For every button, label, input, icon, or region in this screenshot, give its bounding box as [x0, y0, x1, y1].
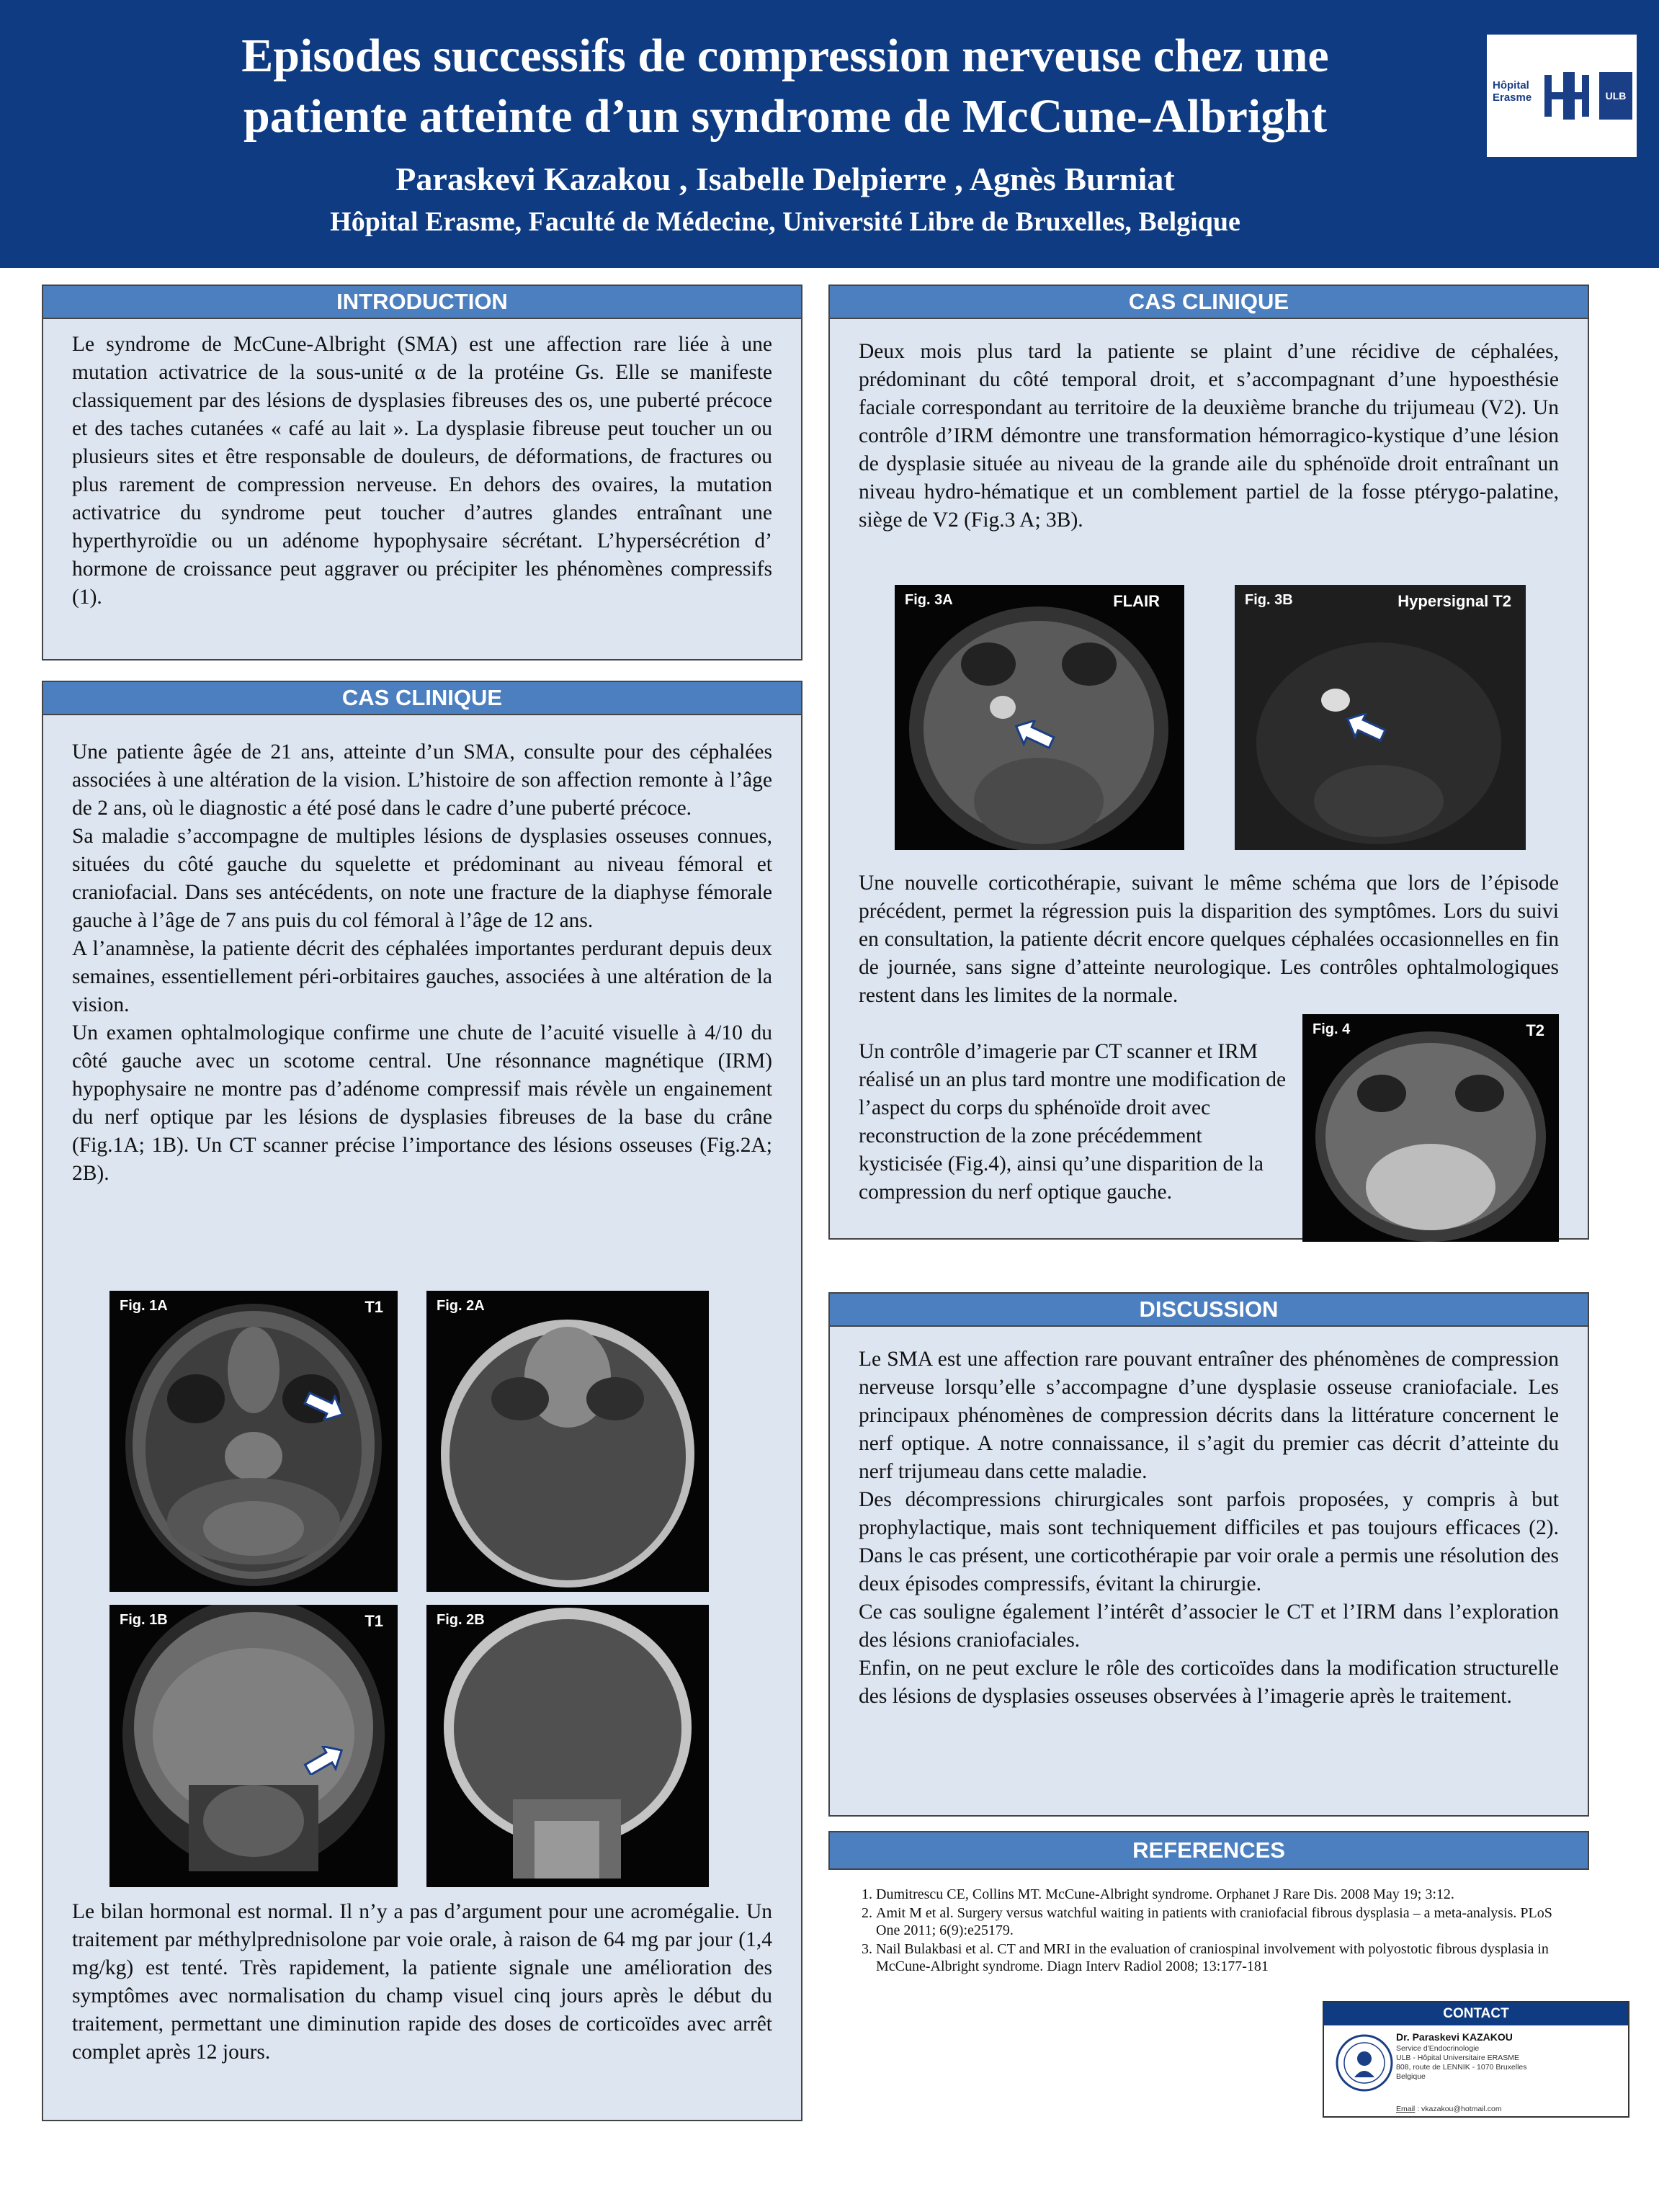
figure-modality: T1: [365, 1298, 383, 1316]
figure-modality: T2: [1526, 1021, 1544, 1039]
poster-title: [29, 26, 1542, 147]
figure-label: Fig. 3A: [905, 592, 953, 608]
figure-modality: FLAIR: [1113, 592, 1160, 610]
case-paragraph: Une patiente âgée de 21 ans, atteinte d’un SMA, consulte pour des céphalées associées à une altération de la vision. L’histoire de son affection remonte à l’âge de 2 ans, où le diagnostic a été posé dans le cadre d’une puberté précoce.: [72, 740, 772, 820]
introduction-panel: [42, 285, 802, 661]
case-paragraph: Sa maladie s’accompagne de multiples lésions de dysplasies osseuses connues, situées du côté gauche du squelette et prédominant au niveau fémoral et craniofacial. Dans ses antécédents, on note une fracture de la diaphyse fémorale gauche à l’âge de 7 ans puis du col fémoral à l’âge de 12 ans.: [72, 825, 772, 932]
arrow-icon: [1344, 713, 1387, 742]
case-paragraph: Le bilan hormonal est normal. Il n’y a pas d’argument pour une acromégalie. Un traitement par méthylprednisolone par voie orale, à raison de 64 mg par jour (1,4 mg/kg) est tenté. Très rapidement, la patiente signale une amélioration des symptômes avec normalisation du champ visuel cinq jours après le début du traitement, permettant une diminution rapide des doses de corticoïdes avec arrêt complet après 12 jours.: [72, 1900, 772, 2064]
hospital-h-icon: [1543, 72, 1593, 120]
case-paragraph: Un examen ophtalmologique confirme une chute de l’acuité visuelle à 4/10 du côté gauche avec un scotome central. Une résonnance magnétique (IRM) hypophysaire ne montre pas d’adénome compressif mais révèle un engainement du nerf optique par les lésions de dysplasies fibreuses de la base du crâne (Fig.1A; 1B). Un CT scanner précise l’importance des lésions osseuses (Fig.2A; 2B).: [72, 1021, 772, 1185]
contact-name: Dr. Paraskevi KAZAKOU: [1396, 2031, 1513, 2043]
discussion-paragraph: Des décompressions chirurgicales sont parfois proposées, y compris à but prophylactique, mais sont techniquement difficiles et pas toujours efficaces (2). Dans le cas présent, une corticothérapie par voir orale a permis une résolution des deux épisodes compressifs, évitant la chirurgie.: [859, 1488, 1559, 1595]
discussion-panel: [828, 1292, 1589, 1817]
contact-line: ULB - Hôpital Universitaire ERASME: [1396, 2054, 1519, 2062]
contact-line: Belgique: [1396, 2072, 1426, 2081]
references-list: [850, 1886, 1568, 1976]
erasme-seal-icon: [1334, 2033, 1395, 2093]
references-heading: REFERENCES: [828, 1831, 1589, 1870]
figure-2b: [426, 1605, 709, 1887]
mri-axial-t1-image: [109, 1291, 398, 1592]
reference-item: 2. Amit M et al. Surgery versus watchful waiting in patients with craniofacial fibrous dysplasia – a meta-analysis. PLoS One 2011; 6(9):e25179.: [876, 1904, 1568, 1939]
mri-coronal-t1-image: [109, 1605, 398, 1887]
ct-coronal-image: [426, 1605, 709, 1887]
figure-3a: [895, 585, 1184, 850]
logo-text: [1493, 79, 1531, 104]
title-line-1: Episodes successifs de compression nerveuse chez une: [241, 30, 1329, 82]
figure-label: Fig. 3B: [1245, 592, 1293, 608]
discussion-paragraph: Enfin, on ne peut exclure le rôle des corticoïdes dans la modification structurelle des lésions de dysplasies osseuses observées à l’imagerie après le traitement.: [859, 1657, 1559, 1708]
contact-line: Service d'Endocrinologie: [1396, 2044, 1480, 2053]
introduction-text: Le syndrome de McCune-Albright (SMA) est une affection rare liée à une mutation activatrice de la sous-unité α de la protéine Gs. Elle se manifeste classiquement par des lésions de dysplasies fibreuses des os, une puberté précoce et des taches cutanées « café au lait ». La dysplasie fibreuse peut toucher un ou plusieurs sites et être responsable de douleurs, de déformations, de fractures ou plus rarement de compression nerveuse. En dehors des ovaires, la mutation activatrice du syndrome peut toucher d’autres glandes entraînant une hyperthyroïdie ou un adénome hypophysaire sécrétant. L’hypersécrétion d’ hormone de croissance peut aggraver ou précipiter les phénomènes compressifs (1).: [72, 333, 772, 609]
figure-1a: [109, 1291, 398, 1592]
figure-label: Fig. 2B: [437, 1612, 485, 1628]
discussion-heading: DISCUSSION: [830, 1294, 1588, 1327]
case-heading-right: CAS CLINIQUE: [830, 286, 1588, 319]
arrow-icon: [303, 1746, 346, 1775]
case-text-right: Deux mois plus tard la patiente se plaint d’une récidive de céphalées, prédominant du côté temporal droit, et s’accompagnant d’une hypoesthésie faciale correspondant au territoire de la deuxième branche du trijumeau (V2). Un contrôle d’IRM démontre une transformation hémorragico-kystique d’une lésion de dysplasie située au niveau de la grande aile du sphénoïde droit entraînant un niveau hydro-hématique et un comblement partiel de la fosse ptérygo-palatine, siège de V2 (Fig.3 A; 3B).: [859, 340, 1559, 532]
contact-address: [1396, 2044, 1527, 2082]
references-panel: [828, 1831, 1589, 1992]
contact-box: [1323, 2001, 1629, 2118]
figure-3b: [1235, 585, 1526, 850]
reference-item: 3. Nail Bulakbasi et al. CT and MRI in the evaluation of craniospinal involvement with polyostotic fibrous dysplasia in McCune-Albright syndrome. Diagn Interv Radiol 2008; 13:177-181: [876, 1940, 1568, 1975]
case-text-right-2: Une nouvelle corticothérapie, suivant le même schéma que lors de l’épisode précédent, permet la régression puis la disparition des symptômes. Lors du suivi en consultation, la patiente décrit encore quelques céphalées occasionnelles en fin de journée, sans signe d’atteinte neurologique. Les contrôles ophtalmologiques restent dans les limites de la normale.: [859, 872, 1559, 1007]
ulb-logo: ULB: [1599, 72, 1632, 120]
case-text-right-3: Un contrôle d’imagerie par CT scanner et IRM réalisé un an plus tard montre une modification de l’aspect du corps du sphénoïde droit avec reconstruction de la zone précédemment kysticisée (Fig.4), ainsi qu’une disparition de la compression du nerf optique gauche.: [859, 1040, 1287, 1204]
affiliation: Hôpital Erasme, Faculté de Médecine, Université Libre de Bruxelles, Belgique: [330, 207, 1240, 237]
figure-label: Fig. 1A: [120, 1298, 168, 1314]
case-heading-left: CAS CLINIQUE: [43, 682, 801, 715]
logo-line-1: Hôpital: [1493, 79, 1529, 91]
discussion-paragraph: Ce cas souligne également l’intérêt d’associer le CT et l’IRM dans l’exploration des lésions craniofaciales.: [859, 1600, 1559, 1652]
hospital-logo: [1487, 35, 1637, 157]
figure-4: [1302, 1014, 1559, 1242]
poster-header: [0, 0, 1659, 268]
case-text-left-bottom: [72, 1898, 772, 2067]
figure-modality: Hypersignal T2: [1398, 592, 1511, 610]
email-address[interactable]: : vkazakou@hotmail.com: [1417, 2105, 1502, 2113]
arrow-icon: [303, 1392, 346, 1420]
figure-label: Fig. 4: [1313, 1021, 1351, 1037]
arrow-icon: [1013, 720, 1056, 749]
figure-modality: T1: [365, 1612, 383, 1630]
title-line-2: patiente atteinte d’un syndrome de McCune-Albright: [243, 90, 1327, 143]
email-label: Email: [1396, 2105, 1416, 2113]
discussion-text: [859, 1345, 1559, 1711]
authors: Paraskevi Kazakou , Isabelle Delpierre , Agnès Burniat: [395, 161, 1175, 197]
reference-item: 1. Dumitrescu CE, Collins MT. McCune-Albright syndrome. Orphanet J Rare Dis. 2008 May 19; 3:12.: [876, 1886, 1568, 1903]
mri-t2-fig4-image: [1302, 1014, 1559, 1242]
case-text-left: [72, 738, 772, 1188]
contact-heading: CONTACT: [1324, 2002, 1628, 2025]
contact-line: 808, route de LENNIK - 1070 Bruxelles: [1396, 2063, 1527, 2072]
figure-label: Fig. 1B: [120, 1612, 168, 1628]
figure-1b: [109, 1605, 398, 1887]
introduction-heading: INTRODUCTION: [43, 286, 801, 319]
case-paragraph: A l’anamnèse, la patiente décrit des céphalées importantes perdurant depuis deux semaines, essentiellement péri-orbitaires gauches, associées à une altération de la vision.: [72, 937, 772, 1016]
discussion-paragraph: Le SMA est une affection rare pouvant entraîner des phénomènes de compression nerveuse lorsqu’elle s’accompagne d’une dysplasie osseuse craniofaciale. Les principaux phénomènes de compression décrits dans la littérature concernent le nerf optique. A notre connaissance, il s’agit du premier cas décrit d’atteinte du nerf trijumeau dans cette maladie.: [859, 1348, 1559, 1483]
contact-email[interactable]: [1396, 2105, 1502, 2113]
logo-line-2: Erasme: [1493, 91, 1532, 104]
ct-axial-image: [426, 1291, 709, 1592]
mri-flair-image: [895, 585, 1184, 850]
figure-label: Fig. 2A: [437, 1298, 485, 1314]
figure-2a: [426, 1291, 709, 1592]
